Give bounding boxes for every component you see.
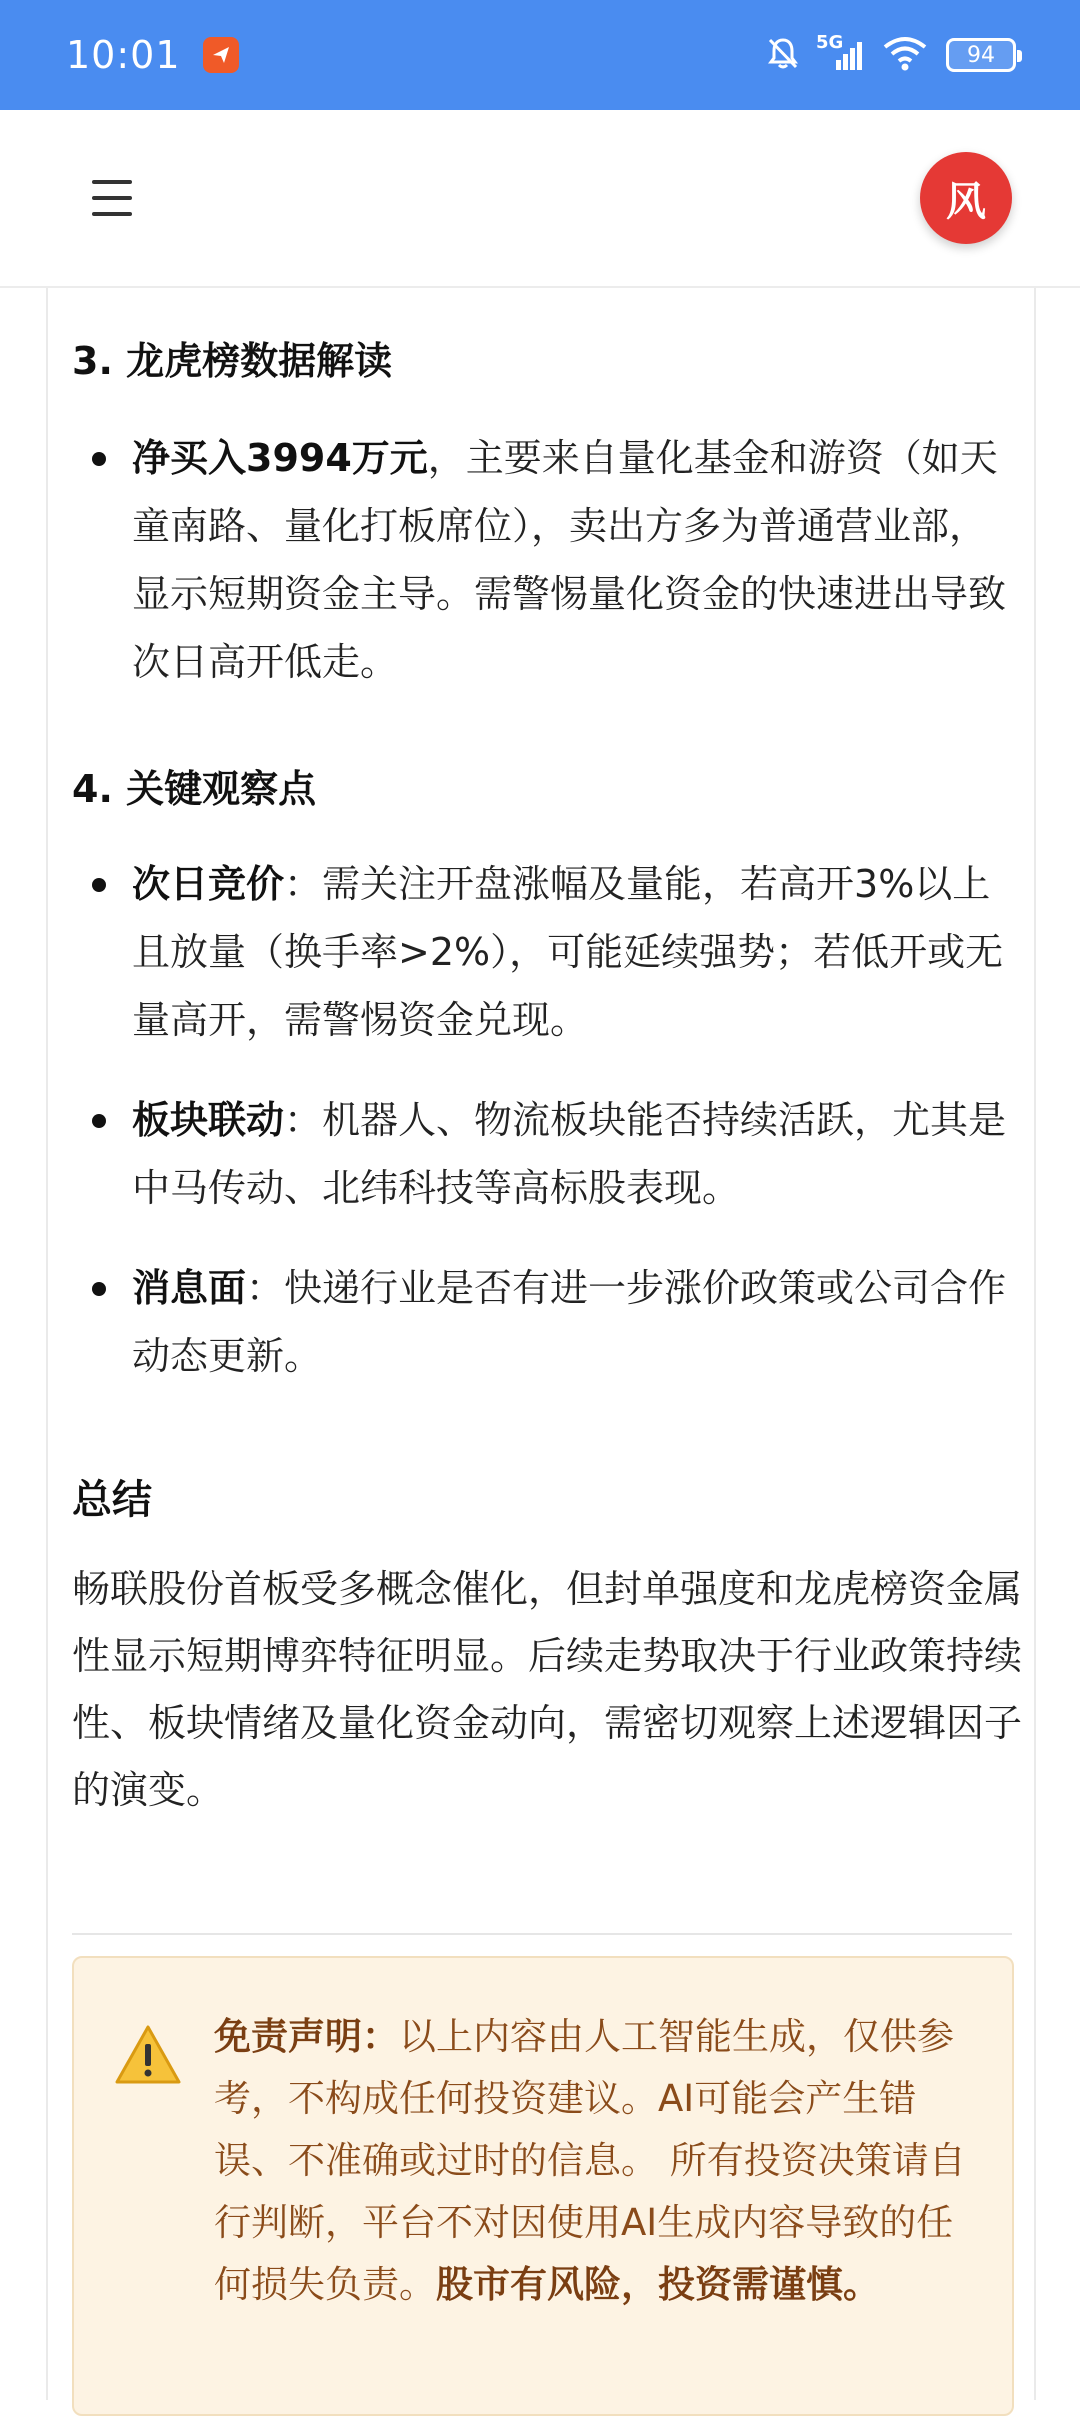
status-time: 10:01 [66,33,181,77]
section3-list [72,424,1012,728]
app-header [0,110,1080,288]
chat-content [46,288,1036,2400]
disclaimer-text: 以上内容由人工智能生成，仅供参考，不构成任何投资建议。AI可能会产生错误、不准确或过时的信息。 所有投资决策请自行判断，平台不对因使用AI生成内容导致的任何损失负责。 [214,2015,966,2306]
disclaimer-box [72,1956,1014,2416]
disclaimer-label: 免责声明： [214,2015,399,2058]
wifi-icon [882,35,928,75]
avatar[interactable] [920,152,1012,244]
bell-muted-icon [764,34,802,76]
section-title: 4. 关键观察点 [72,767,317,811]
section4-list [72,850,1012,1422]
status-right [764,34,1016,76]
list-item: 消息面：快递行业是否有进一步涨价政策或公司合作动态更新。 [72,1254,1012,1390]
battery-level: 94 [967,42,995,68]
status-left [66,33,239,77]
divider [72,1933,1012,1935]
menu-icon[interactable] [92,180,132,216]
avatar-text: 风 [946,178,986,225]
list-item: 次日竞价：需关注开盘涨幅及量能，若高开3%以上且放量（换手率>2%），可能延续强势；若低开或无量高开，需警惕资金兑现。 [72,850,1012,1054]
disclaimer-emphasis: 股市有风险，投资需谨慎。 [436,2263,880,2306]
list-item: 净买入3994万元，主要来自量化基金和游资（如天童南路、量化打板席位），卖出方多为普通营业部，显示短期资金主导。需警惕量化资金的快速进出导致次日高开低走。 [72,424,1012,696]
notification-app-icon [203,37,239,73]
cellular-signal-icon [816,32,864,72]
warning-icon [114,2024,182,2105]
section-title: 3. 龙虎榜数据解读 [72,339,393,383]
list-item: 板块联动：机器人、物流板块能否持续活跃，尤其是中马传动、北纬科技等高标股表现。 [72,1086,1012,1222]
network-type: 5G [816,32,844,53]
summary-title: 总结 [72,1477,152,1523]
status-bar [0,0,1080,110]
summary-text: 畅联股份首板受多概念催化，但封单强度和龙虎榜资金属性显示短期博弈特征明显。后续走势取决于行业政策持续性、板块情绪及量化资金动向，需密切观察上述逻辑因子的演变。 [72,1567,1023,1812]
battery-icon [946,38,1016,72]
